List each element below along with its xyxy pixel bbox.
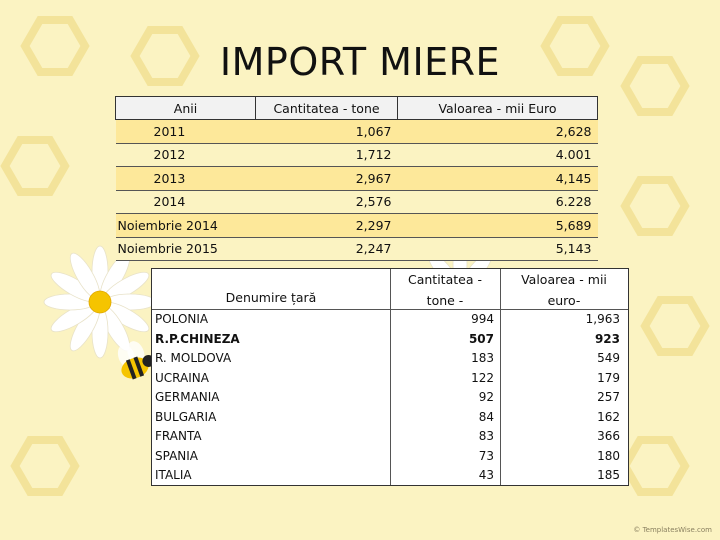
- quantity-cell: 122: [471, 370, 494, 385]
- quantity-cell: 183: [471, 351, 494, 365]
- table-row: [152, 426, 628, 446]
- year-cell: 2013: [116, 167, 256, 191]
- value-cell: 4,145: [398, 167, 598, 191]
- quantity-cell: 73: [478, 448, 494, 463]
- header-years: Anii: [116, 97, 256, 120]
- header-value: Valoarea - mii Euro: [398, 97, 598, 120]
- annual-import-table: [115, 96, 598, 261]
- value-cell: 5,143: [398, 237, 598, 261]
- quantity-cell: 2,247: [256, 237, 398, 261]
- value-cell: 923: [594, 331, 620, 346]
- table-row: [116, 167, 598, 191]
- country-cell: R. MOLDOVA: [155, 351, 232, 365]
- country-cell: ITALIA: [155, 468, 192, 482]
- header-quantity: [390, 269, 500, 311]
- table-row: [152, 407, 628, 427]
- table-row: [116, 237, 598, 261]
- quantity-cell: 2,576: [256, 190, 398, 214]
- template-credit: © TemplatesWise.com: [633, 526, 712, 534]
- value-cell: 179: [597, 370, 620, 385]
- table-row: [116, 214, 598, 238]
- value-cell: 257: [597, 390, 620, 404]
- table-row: [116, 143, 598, 167]
- quantity-cell: 2,967: [256, 167, 398, 191]
- table-header-row: [116, 97, 598, 120]
- header-quantity-line1: Cantitatea -: [408, 272, 482, 287]
- country-cell: POLONIA: [155, 312, 209, 326]
- country-cell: FRANTA: [155, 429, 202, 443]
- value-cell: 4.001: [398, 143, 598, 167]
- country-cell: GERMANIA: [155, 390, 220, 404]
- year-cell: Noiembrie 2014: [116, 214, 256, 238]
- value-cell: 2,628: [398, 120, 598, 144]
- value-cell: 549: [597, 351, 620, 365]
- quantity-cell: 43: [478, 468, 494, 482]
- value-cell: 6.228: [398, 190, 598, 214]
- value-cell: 1,963: [585, 312, 620, 326]
- country-cell: SPANIA: [155, 448, 199, 463]
- table-row: [152, 446, 628, 466]
- header-quantity: Cantitatea - tone: [256, 97, 398, 120]
- table-row: [152, 387, 628, 407]
- table-row: [152, 465, 628, 485]
- country-cell: UCRAINA: [155, 370, 209, 385]
- table-row: [116, 120, 598, 144]
- quantity-cell: 1,067: [256, 120, 398, 144]
- country-cell: R.P.CHINEZA: [155, 331, 240, 346]
- page-title: IMPORT MIERE: [219, 40, 501, 84]
- table-row: [116, 190, 598, 214]
- value-cell: 185: [597, 468, 620, 482]
- value-cell: 366: [597, 429, 620, 443]
- year-cell: 2011: [116, 120, 256, 144]
- quantity-cell: 1,712: [256, 143, 398, 167]
- country-cell: BULGARIA: [155, 409, 217, 424]
- quantity-cell: 83: [478, 429, 494, 443]
- header-value: [500, 269, 628, 311]
- year-cell: 2014: [116, 190, 256, 214]
- header-quantity-line2: tone -: [426, 293, 464, 308]
- value-cell: 180: [597, 448, 620, 463]
- header-value-line2: euro-: [547, 293, 581, 308]
- header-value-line1: Valoarea - mii: [521, 272, 607, 287]
- year-cell: 2012: [116, 143, 256, 167]
- table-row: [152, 368, 628, 388]
- year-cell: Noiembrie 2015: [116, 237, 256, 261]
- quantity-cell: 507: [468, 331, 494, 346]
- table-row: [152, 348, 628, 368]
- table-row: [152, 329, 628, 349]
- quantity-cell: 84: [478, 409, 494, 424]
- country-import-table: [151, 268, 629, 486]
- header-country: Denumire țară: [225, 290, 317, 305]
- quantity-cell: 994: [471, 312, 494, 326]
- table-row: [152, 309, 628, 329]
- quantity-cell: 92: [478, 390, 494, 404]
- value-cell: 162: [597, 409, 620, 424]
- quantity-cell: 2,297: [256, 214, 398, 238]
- value-cell: 5,689: [398, 214, 598, 238]
